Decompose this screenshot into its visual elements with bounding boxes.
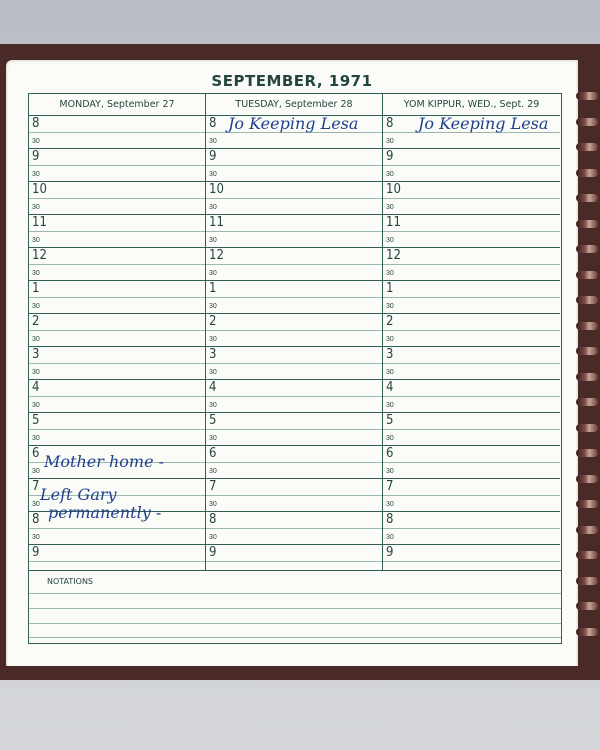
half-hour-label: 30 <box>209 137 217 145</box>
hour-label: 5 <box>386 413 394 428</box>
hour-label: 8 <box>32 116 40 131</box>
hour-label: 6 <box>32 446 40 461</box>
half-hour-label: 30 <box>32 269 40 277</box>
hour-slot <box>383 281 560 298</box>
half-hour-slot <box>206 364 382 381</box>
half-hour-slot <box>383 298 560 315</box>
hour-slot <box>383 545 560 562</box>
hour-slot <box>206 446 382 463</box>
notation-line <box>29 608 561 609</box>
half-hour-label: 30 <box>386 500 394 508</box>
handwritten-entry: permanently - <box>48 503 162 522</box>
spiral-coil <box>576 602 598 610</box>
half-hour-label: 30 <box>386 467 394 475</box>
half-hour-label: 30 <box>209 170 217 178</box>
hour-label: 9 <box>32 149 40 164</box>
half-hour-slot <box>383 397 560 414</box>
half-hour-slot <box>29 331 205 348</box>
half-hour-slot <box>383 265 560 282</box>
hour-slot <box>29 380 205 397</box>
spiral-coil <box>576 347 598 355</box>
half-hour-label: 30 <box>209 335 217 343</box>
hour-slot <box>383 446 560 463</box>
hour-slot <box>383 215 560 232</box>
spiral-coil <box>576 322 598 330</box>
binder-bottom <box>0 666 600 680</box>
half-hour-label: 30 <box>386 302 394 310</box>
half-hour-slot <box>383 331 560 348</box>
hour-label: 2 <box>32 314 40 329</box>
hour-slot <box>29 149 205 166</box>
half-hour-slot <box>29 265 205 282</box>
hour-slot <box>29 248 205 265</box>
hour-slot <box>206 182 382 199</box>
hour-label: 8 <box>209 512 217 527</box>
half-hour-label: 30 <box>386 269 394 277</box>
half-hour-slot <box>206 166 382 183</box>
half-hour-label: 30 <box>209 302 217 310</box>
hour-label: 10 <box>32 182 47 197</box>
half-hour-slot <box>206 298 382 315</box>
half-hour-label: 30 <box>209 434 217 442</box>
half-hour-slot <box>383 199 560 216</box>
half-hour-slot <box>29 364 205 381</box>
half-hour-label: 30 <box>32 137 40 145</box>
hour-slot <box>206 281 382 298</box>
half-hour-slot <box>206 265 382 282</box>
half-hour-label: 30 <box>209 269 217 277</box>
half-hour-label: 30 <box>386 203 394 211</box>
hour-label: 12 <box>32 248 47 263</box>
half-hour-slot <box>29 166 205 183</box>
half-hour-label: 30 <box>209 203 217 211</box>
spiral-coil <box>576 551 598 559</box>
half-hour-label: 30 <box>386 236 394 244</box>
hour-slot <box>206 479 382 496</box>
half-hour-slot <box>29 199 205 216</box>
half-hour-label: 30 <box>386 368 394 376</box>
hour-slot <box>383 413 560 430</box>
half-hour-label: 30 <box>386 434 394 442</box>
spiral-coil <box>576 475 598 483</box>
time-slots <box>383 116 560 562</box>
hour-label: 3 <box>209 347 217 362</box>
half-hour-slot <box>206 232 382 249</box>
hour-slot <box>29 413 205 430</box>
hour-slot <box>383 314 560 331</box>
half-hour-label: 30 <box>32 434 40 442</box>
hour-slot <box>383 149 560 166</box>
spiral-coil <box>576 373 598 381</box>
half-hour-slot <box>206 463 382 480</box>
hour-label: 6 <box>386 446 394 461</box>
hour-label: 1 <box>386 281 394 296</box>
hour-label: 7 <box>209 479 217 494</box>
half-hour-label: 30 <box>209 401 217 409</box>
day-header: TUESDAY, September 28 <box>206 94 382 116</box>
half-hour-label: 30 <box>386 401 394 409</box>
half-hour-slot <box>383 496 560 513</box>
hour-label: 9 <box>209 149 217 164</box>
notation-line <box>29 637 561 638</box>
hour-slot <box>206 248 382 265</box>
hour-slot <box>383 479 560 496</box>
hour-slot <box>29 182 205 199</box>
hour-slot <box>383 182 560 199</box>
half-hour-slot <box>383 364 560 381</box>
hour-slot <box>383 347 560 364</box>
day-header: YOM KIPPUR, WED., Sept. 29 <box>383 94 560 116</box>
hour-label: 7 <box>386 479 394 494</box>
half-hour-slot <box>206 397 382 414</box>
hour-slot <box>383 248 560 265</box>
half-hour-slot <box>206 430 382 447</box>
hour-slot <box>206 380 382 397</box>
hour-label: 9 <box>32 545 40 560</box>
half-hour-label: 30 <box>386 170 394 178</box>
time-slots <box>206 116 382 562</box>
hour-slot <box>29 281 205 298</box>
hour-label: 1 <box>32 281 40 296</box>
hour-label: 11 <box>32 215 47 230</box>
hour-label: 3 <box>32 347 40 362</box>
spiral-coil <box>576 194 598 202</box>
hour-slot <box>206 347 382 364</box>
spiral-binding <box>574 92 600 652</box>
hour-slot <box>206 545 382 562</box>
hour-label: 9 <box>386 545 394 560</box>
half-hour-label: 30 <box>32 170 40 178</box>
half-hour-slot <box>29 397 205 414</box>
hour-slot <box>29 545 205 562</box>
page-title: SEPTEMBER, 1971 <box>211 72 373 90</box>
hour-label: 9 <box>209 545 217 560</box>
hour-slot <box>383 380 560 397</box>
half-hour-slot <box>206 331 382 348</box>
half-hour-label: 30 <box>32 203 40 211</box>
half-hour-slot <box>383 133 560 150</box>
spiral-coil <box>576 424 598 432</box>
spiral-coil <box>576 143 598 151</box>
hour-label: 8 <box>209 116 217 131</box>
spiral-coil <box>576 526 598 534</box>
half-hour-slot <box>383 232 560 249</box>
half-hour-slot <box>29 232 205 249</box>
spiral-coil <box>576 296 598 304</box>
hour-label: 4 <box>209 380 217 395</box>
half-hour-label: 30 <box>32 335 40 343</box>
hour-label: 10 <box>209 182 224 197</box>
hour-slot <box>29 215 205 232</box>
spiral-coil <box>576 220 598 228</box>
half-hour-label: 30 <box>386 137 394 145</box>
half-hour-label: 30 <box>32 467 40 475</box>
hour-slot <box>206 215 382 232</box>
half-hour-label: 30 <box>209 500 217 508</box>
hour-label: 12 <box>386 248 401 263</box>
hour-slot <box>206 314 382 331</box>
hour-slot <box>29 347 205 364</box>
handwritten-entry: Jo Keeping Lesa <box>228 114 359 133</box>
hour-slot <box>29 314 205 331</box>
hour-label: 2 <box>386 314 394 329</box>
hour-label: 10 <box>386 182 401 197</box>
half-hour-slot <box>29 298 205 315</box>
spiral-coil <box>576 577 598 585</box>
half-hour-label: 30 <box>386 533 394 541</box>
hour-label: 5 <box>32 413 40 428</box>
half-hour-label: 30 <box>209 533 217 541</box>
notation-line <box>29 593 561 594</box>
half-hour-label: 30 <box>32 533 40 541</box>
hour-label: 4 <box>386 380 394 395</box>
half-hour-slot <box>206 529 382 546</box>
hour-label: 6 <box>209 446 217 461</box>
hour-slot <box>206 512 382 529</box>
spiral-coil <box>576 169 598 177</box>
hour-label: 3 <box>386 347 394 362</box>
half-hour-label: 30 <box>209 236 217 244</box>
half-hour-label: 30 <box>32 236 40 244</box>
day-column-wednesday <box>383 94 560 570</box>
spiral-coil <box>576 628 598 636</box>
hour-label: 8 <box>386 512 394 527</box>
half-hour-label: 30 <box>32 368 40 376</box>
half-hour-slot <box>383 166 560 183</box>
spiral-coil <box>576 118 598 126</box>
half-hour-label: 30 <box>32 500 40 508</box>
hour-label: 11 <box>209 215 224 230</box>
day-column-tuesday <box>206 94 383 570</box>
hour-slot <box>29 116 205 133</box>
spiral-coil <box>576 398 598 406</box>
hour-slot <box>206 149 382 166</box>
hour-label: 1 <box>209 281 217 296</box>
half-hour-slot <box>206 133 382 150</box>
handwritten-entry: Mother home - <box>44 452 165 471</box>
spiral-coil <box>576 245 598 253</box>
spiral-coil <box>576 92 598 100</box>
notation-line <box>29 623 561 624</box>
spiral-coil <box>576 500 598 508</box>
hour-label: 11 <box>386 215 401 230</box>
half-hour-label: 30 <box>32 401 40 409</box>
handwritten-entry: Left Gary <box>40 485 117 504</box>
half-hour-slot <box>383 529 560 546</box>
half-hour-label: 30 <box>209 368 217 376</box>
hour-slot <box>206 413 382 430</box>
half-hour-slot <box>206 199 382 216</box>
half-hour-label: 30 <box>386 335 394 343</box>
hour-slot <box>383 512 560 529</box>
half-hour-slot <box>383 430 560 447</box>
notations-label: NOTATIONS <box>47 577 94 586</box>
spiral-coil <box>576 271 598 279</box>
hour-label: 5 <box>209 413 217 428</box>
half-hour-label: 30 <box>209 467 217 475</box>
hour-label: 4 <box>32 380 40 395</box>
half-hour-slot <box>29 430 205 447</box>
hour-label: 2 <box>209 314 217 329</box>
handwritten-entry: Jo Keeping Lesa <box>418 114 549 133</box>
half-hour-slot <box>29 529 205 546</box>
half-hour-label: 30 <box>32 302 40 310</box>
half-hour-slot <box>383 463 560 480</box>
hour-label: 8 <box>32 512 40 527</box>
notations-area <box>28 571 562 644</box>
hour-label: 7 <box>32 479 40 494</box>
half-hour-slot <box>29 133 205 150</box>
half-hour-slot <box>206 496 382 513</box>
hour-label: 9 <box>386 149 394 164</box>
spiral-coil <box>576 449 598 457</box>
hour-label: 8 <box>386 116 394 131</box>
day-header: MONDAY, September 27 <box>29 94 205 116</box>
hour-label: 12 <box>209 248 224 263</box>
